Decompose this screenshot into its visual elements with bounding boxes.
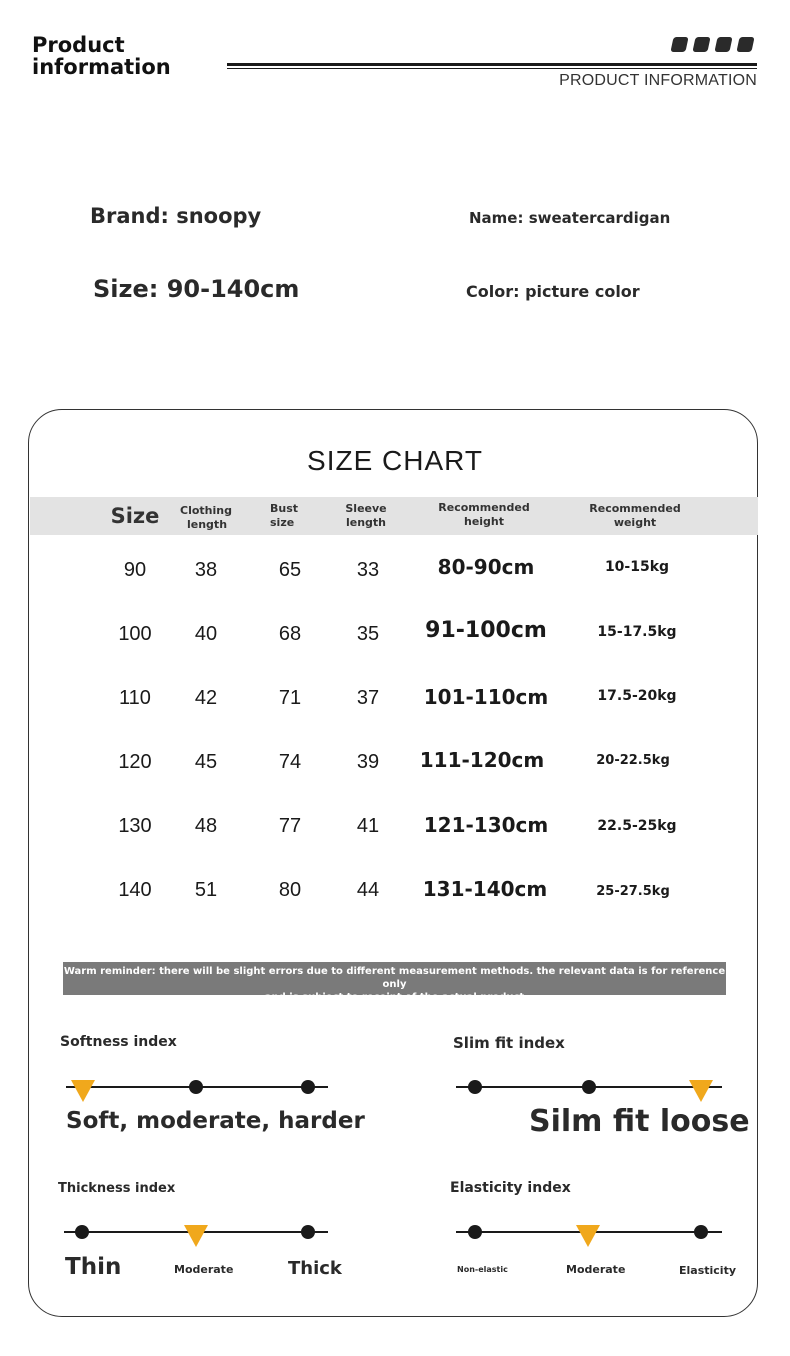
page-title xyxy=(32,34,171,78)
decor-square-icon xyxy=(736,37,754,52)
header-weight-line2: weight xyxy=(613,516,657,529)
cell-recommended-weight: 20-22.5kg xyxy=(596,753,670,768)
slim-fit-caption: Silm fit loose xyxy=(529,1104,750,1139)
cell-clothing-length: 42 xyxy=(194,687,218,709)
cell-size: 90 xyxy=(123,559,147,581)
thickness-dot-icon xyxy=(75,1225,89,1239)
cell-sleeve-length: 33 xyxy=(356,559,380,581)
header-bust-line2: size xyxy=(270,516,295,529)
cell-bust-size: 80 xyxy=(278,879,302,901)
slim-fit-dot-icon xyxy=(582,1080,596,1094)
cell-bust-size: 65 xyxy=(278,559,302,581)
warm-reminder-line1: Warm reminder: there will be slight errors due to different measurement methods. the relevant data is for reference only xyxy=(63,966,726,990)
cell-size: 130 xyxy=(118,815,152,837)
cell-recommended-height: 80-90cm xyxy=(437,555,535,579)
cell-clothing-length: 48 xyxy=(194,815,218,837)
elasticity-dot-icon xyxy=(694,1225,708,1239)
cell-size: 110 xyxy=(119,687,151,709)
decor-square-icon xyxy=(670,37,688,52)
cell-sleeve-length: 37 xyxy=(356,687,380,709)
cell-size: 120 xyxy=(118,751,152,773)
header-height-line2: height xyxy=(463,515,505,528)
cell-recommended-height: 131-140cm xyxy=(422,877,548,901)
color-info: Color: picture color xyxy=(466,282,640,301)
header-clothing-length xyxy=(180,504,240,532)
thickness-marker-icon xyxy=(184,1225,208,1247)
cell-bust-size: 68 xyxy=(278,623,302,645)
thickness-right-label: Thick xyxy=(288,1258,342,1279)
header-sleeve-line2: length xyxy=(345,516,387,529)
elasticity-dot-icon xyxy=(468,1225,482,1239)
warm-reminder-line2: and is subject to receipt of the actual product xyxy=(264,992,525,1003)
cell-recommended-weight: 15-17.5kg xyxy=(597,624,677,640)
thickness-middle-label: Moderate xyxy=(174,1263,234,1276)
size-info: Size: 90-140cm xyxy=(93,275,300,303)
header-bust-size xyxy=(266,502,306,530)
elasticity-marker-icon xyxy=(576,1225,600,1247)
thickness-dot-icon xyxy=(301,1225,315,1239)
decor-square-icon xyxy=(714,37,732,52)
cell-bust-size: 77 xyxy=(278,815,302,837)
cell-recommended-weight: 10-15kg xyxy=(604,559,670,575)
header-weight-line1: Recommended xyxy=(589,502,681,515)
header-height-line1: Recommended xyxy=(438,501,530,514)
cell-recommended-weight: 22.5-25kg xyxy=(597,818,677,834)
decor-square-icon xyxy=(692,37,710,52)
cell-clothing-length: 45 xyxy=(194,751,218,773)
header-divider xyxy=(227,63,757,66)
cell-recommended-weight: 25-27.5kg xyxy=(596,884,670,899)
page-title-line-1: Product xyxy=(32,33,125,57)
cell-size: 140 xyxy=(118,879,152,901)
slim-fit-marker-icon xyxy=(689,1080,713,1102)
softness-index-label: Softness index xyxy=(60,1034,177,1050)
size-chart-title: SIZE CHART xyxy=(307,445,483,476)
header-sleeve-length xyxy=(336,502,396,530)
header-clothing-line2: length xyxy=(187,518,228,531)
cell-sleeve-length: 35 xyxy=(356,623,380,645)
header-clothing-line1: Clothing xyxy=(180,504,232,517)
elasticity-left-label: Non-elastic xyxy=(457,1265,508,1274)
elasticity-index-label: Elasticity index xyxy=(450,1180,571,1196)
cell-sleeve-length: 41 xyxy=(356,815,380,837)
cell-recommended-height: 121-130cm xyxy=(423,813,549,837)
cell-clothing-length: 38 xyxy=(194,559,218,581)
cell-bust-size: 74 xyxy=(278,751,302,773)
slim-fit-index-label: Slim fit index xyxy=(453,1034,565,1052)
elasticity-middle-label: Moderate xyxy=(566,1263,626,1276)
softness-marker-icon xyxy=(71,1080,95,1102)
cell-recommended-height: 101-110cm xyxy=(423,685,549,709)
name-info: Name: sweatercardigan xyxy=(469,209,671,227)
page-title-line-2: information xyxy=(32,55,171,79)
brand-info: Brand: snoopy xyxy=(90,204,262,228)
thickness-left-label: Thin xyxy=(65,1254,122,1280)
header-sleeve-line1: Sleeve xyxy=(345,502,387,515)
cell-sleeve-length: 39 xyxy=(356,751,380,773)
thickness-index-label: Thickness index xyxy=(58,1181,176,1196)
header-subtitle: PRODUCT INFORMATION xyxy=(559,72,757,89)
cell-clothing-length: 40 xyxy=(194,623,218,645)
header-bust-line1: Bust xyxy=(270,502,299,515)
cell-sleeve-length: 44 xyxy=(356,879,380,901)
header-recommended-height xyxy=(434,501,534,529)
elasticity-right-label: Elasticity xyxy=(679,1264,737,1277)
cell-bust-size: 71 xyxy=(278,687,302,709)
header-divider-thin xyxy=(227,68,757,69)
cell-size: 100 xyxy=(118,623,152,645)
header-recommended-weight xyxy=(585,502,685,530)
warm-reminder xyxy=(63,962,726,1003)
softness-caption: Soft, moderate, harder xyxy=(66,1108,365,1134)
slim-fit-dot-icon xyxy=(468,1080,482,1094)
cell-recommended-weight: 17.5-20kg xyxy=(597,688,677,704)
softness-dot-icon xyxy=(189,1080,203,1094)
header-size: Size xyxy=(110,504,160,528)
cell-recommended-height: 111-120cm xyxy=(419,748,545,772)
cell-recommended-height: 91-100cm xyxy=(425,618,547,643)
softness-dot-icon xyxy=(301,1080,315,1094)
cell-clothing-length: 51 xyxy=(194,879,218,901)
